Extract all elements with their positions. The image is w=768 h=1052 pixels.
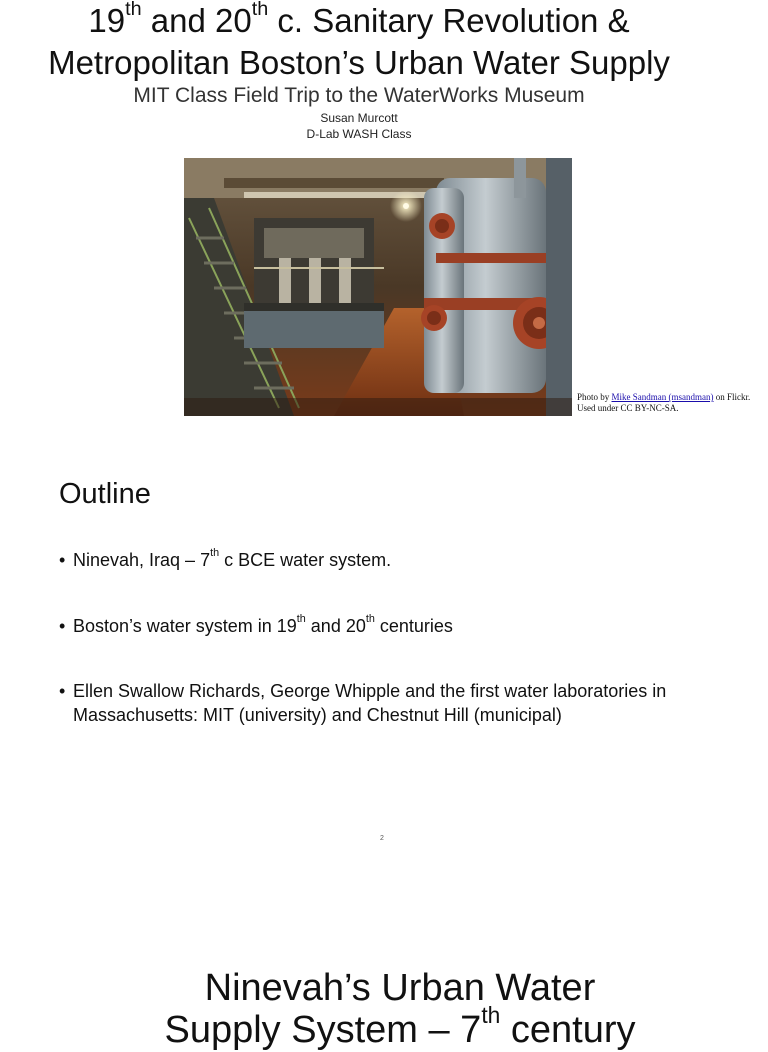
waterworks-engine-photo: [184, 158, 572, 416]
photographer-link[interactable]: Mike Sandman (msandman): [611, 392, 714, 402]
author-name: Susan Murcott: [320, 111, 398, 125]
list-item: • Boston’s water system in 19th and 20th centuries: [59, 614, 699, 638]
next-slide-title-line-1: Ninevah’s Urban Water: [204, 967, 596, 1009]
list-item: • Ninevah, Iraq – 7th c BCE water system.: [59, 548, 699, 572]
superscript: th: [481, 1001, 501, 1028]
photo-credit: Photo by Mike Sandman (msandman) on Flickr. Used under CC BY-NC-SA.: [577, 392, 751, 413]
list-item: • Ellen Swallow Richards, George Whipple and the first water laboratories in Massachusetts: MIT (university) and Chestnut Hill (municipal): [59, 679, 699, 727]
superscript: th: [296, 613, 306, 626]
superscript: th: [210, 547, 220, 560]
superscript: th: [365, 613, 375, 626]
slide-title-line-1: 19th and 20th c. Sanitary Revolution &: [88, 0, 630, 39]
page-number: 2: [380, 835, 384, 842]
next-slide-title-line-2: Supply System – 7th century: [164, 1001, 636, 1051]
course-name: D-Lab WASH Class: [306, 127, 412, 141]
slide-title-line-2: Metropolitan Boston’s Urban Water Supply: [48, 44, 670, 81]
slide-subtitle: MIT Class Field Trip to the WaterWorks Museum: [133, 84, 585, 107]
superscript: th: [251, 0, 269, 21]
superscript: th: [125, 0, 142, 21]
outline-heading: Outline: [59, 478, 151, 510]
